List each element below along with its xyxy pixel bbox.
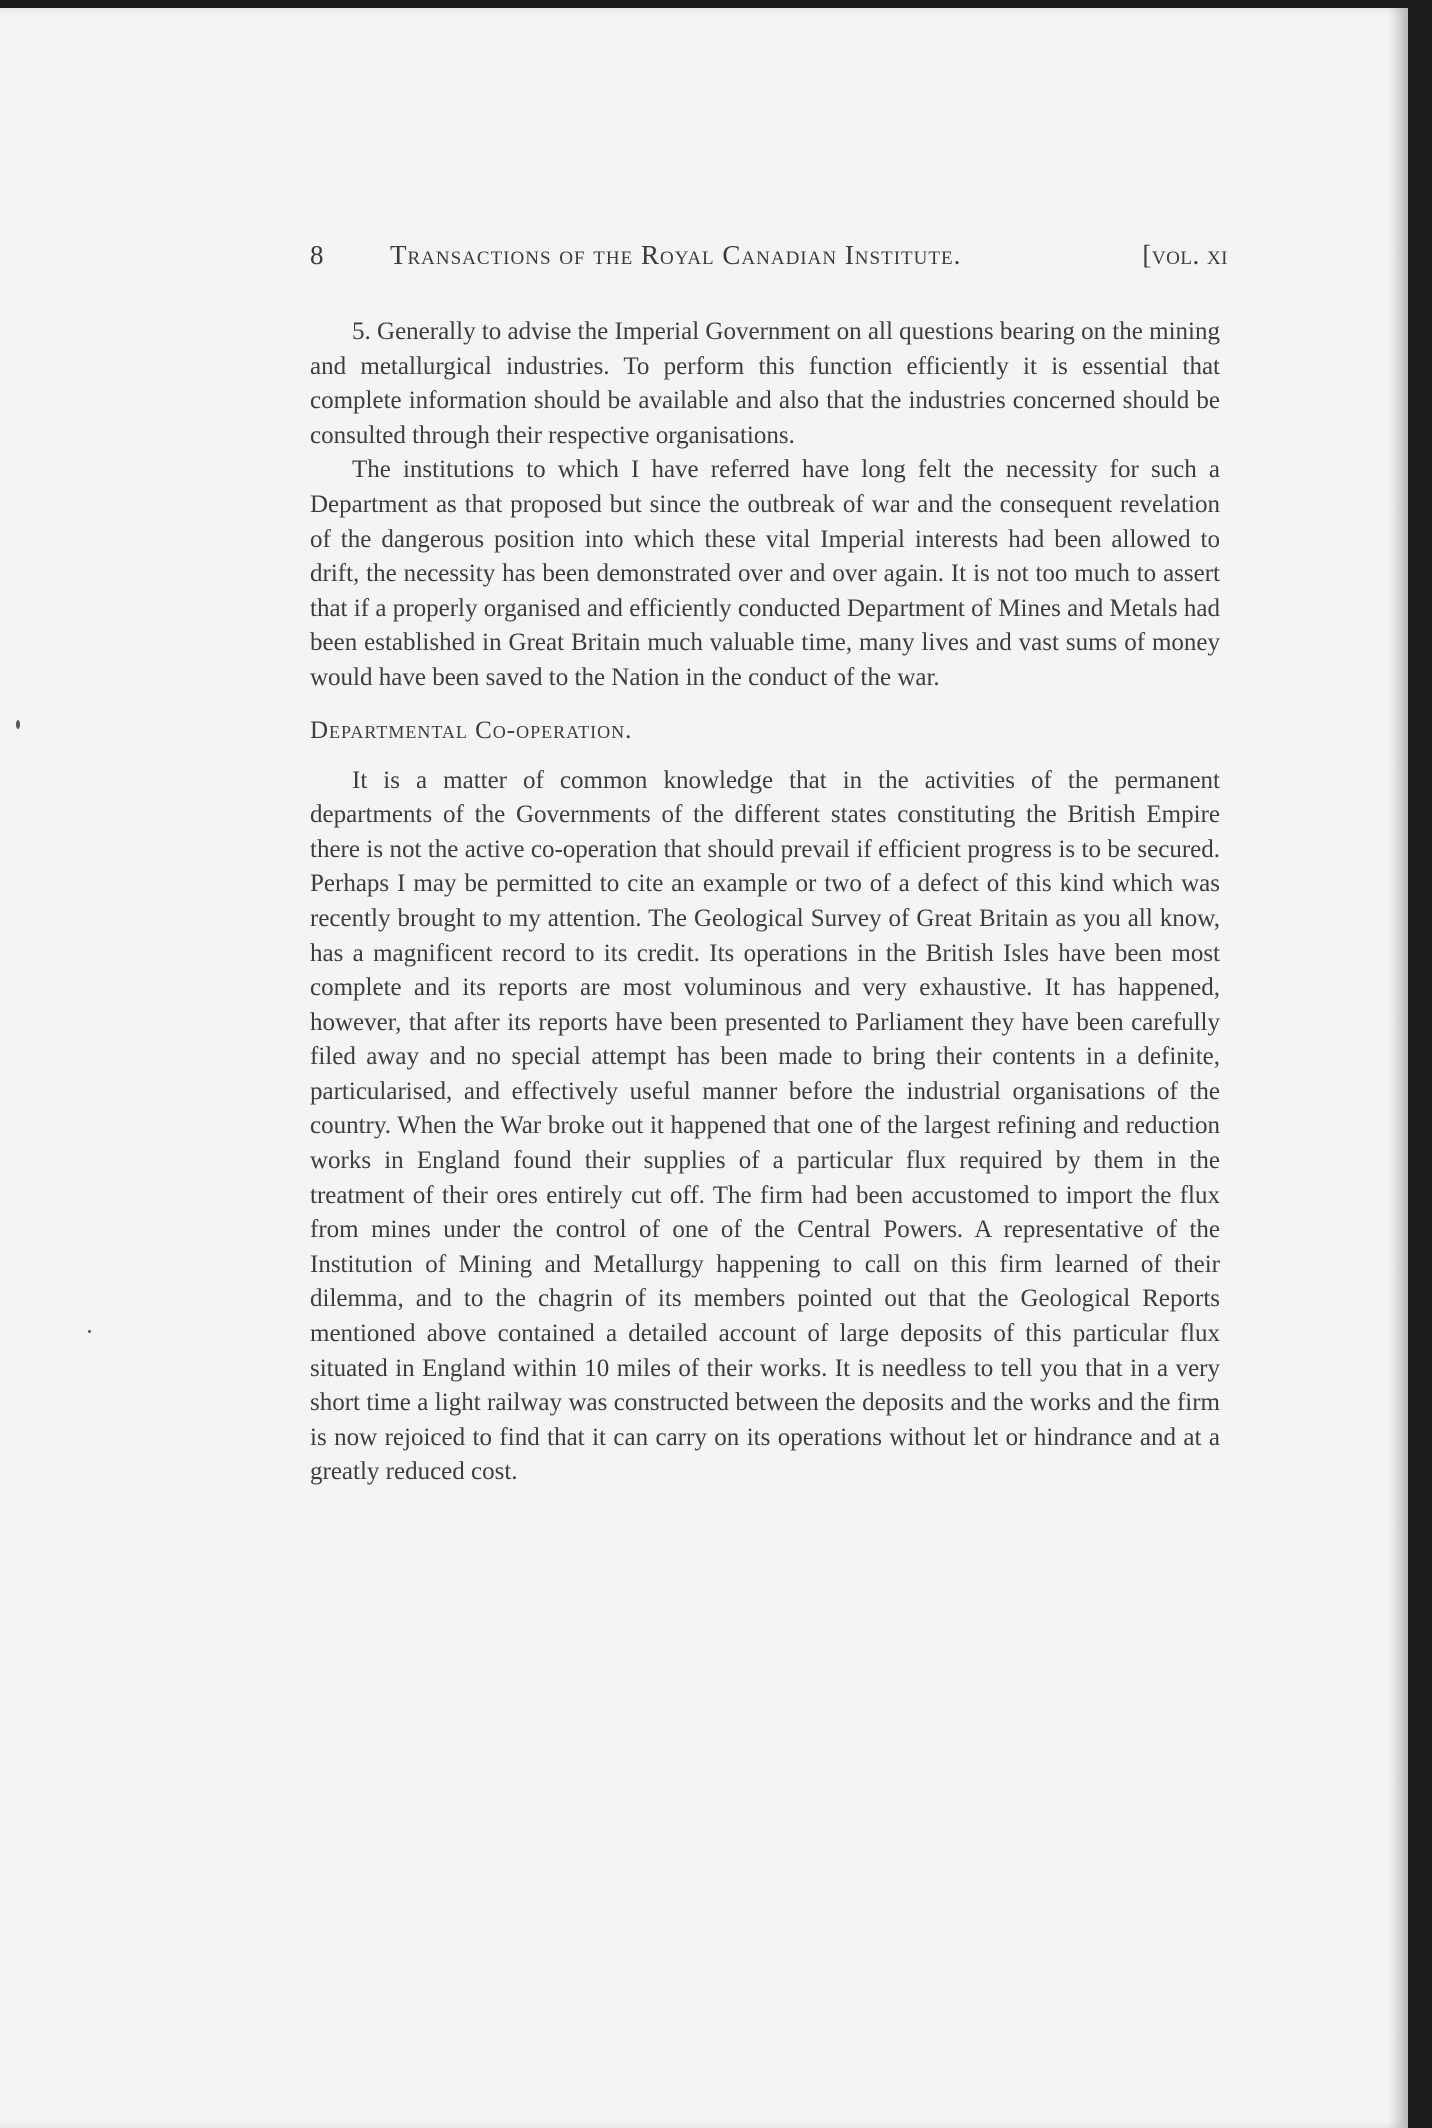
paragraph: It is a matter of common knowledge that in the activities of the permanent departments of the Governments of the different states constituting the British Empire there is not the active co-operation that should prevail if efficient progress is to be secured. Perhaps I may be permitted to cite an example or two of a defect of this kind which was recently brought to my attention. The Geological Survey of Great Britain as you all know, has a magnificent record to its credit. Its operations in the British Isles have been most complete and its reports are most voluminous and very exhaustive. It has happened, however, that after its reports have been presented to Parliament they have been carefully filed away and no special attempt has been made to bring their contents in a definite, particularised, and effectively useful manner before the industrial organisations of the country. When the War broke out it happened that one of the largest refining and reduction works in England found their supplies of a particular flux required by them in the treatment of their ores entirely cut off. The firm had been accustomed to import the flux from mines under the control of one of the Central Powers. A representative of the Institution of Mining and Metallurgy happening to call on this firm learned of their dilemma, and to the chagrin of its members pointed out that the Geological Reports mentioned above contained a detailed account of large deposits of this particular flux situated in England within 10 miles of their works. It is needless to tell you that in a very short time a light railway was constructed between the deposits and the works and the firm is now rejoiced to find that it can carry on its operations without let or hindrance and at a greatly reduced cost.: [310, 766, 1220, 1486]
body-text: [310, 315, 1220, 1490]
paragraph: The institutions to which I have referred have long felt the necessity for such a Department as that proposed but since the outbreak of war and the consequent revelation of the dangerous position into which these vital Imperial interests had been allowed to drift, the necessity has been demonstrated over and over again. It is not too much to assert that if a properly organised and efficiently conducted Department of Mines and Metals had been established in Great Britain much valuable time, many lives and vast sums of money would have been saved to the Nation in the conduct of the war.: [310, 456, 1220, 691]
margin-speck: [88, 1330, 91, 1333]
running-header: [310, 240, 1228, 284]
paragraph: 5. Generally to advise the Imperial Government on all questions bearing on the mining and metallurgical industries. To perform this function efficiently it is essential that complete information should be available and also that the industries concerned should be consulted through their respective organisations.: [310, 318, 1220, 449]
volume-label: [vol. xi: [1142, 240, 1228, 270]
running-title: Transactions of the Royal Canadian Institute.: [390, 240, 962, 270]
page-number: 8: [310, 240, 324, 270]
margin-speck: [16, 720, 20, 729]
page-edge-shadow: [1388, 8, 1408, 2128]
section-heading: Departmental Co-operation.: [310, 716, 633, 744]
